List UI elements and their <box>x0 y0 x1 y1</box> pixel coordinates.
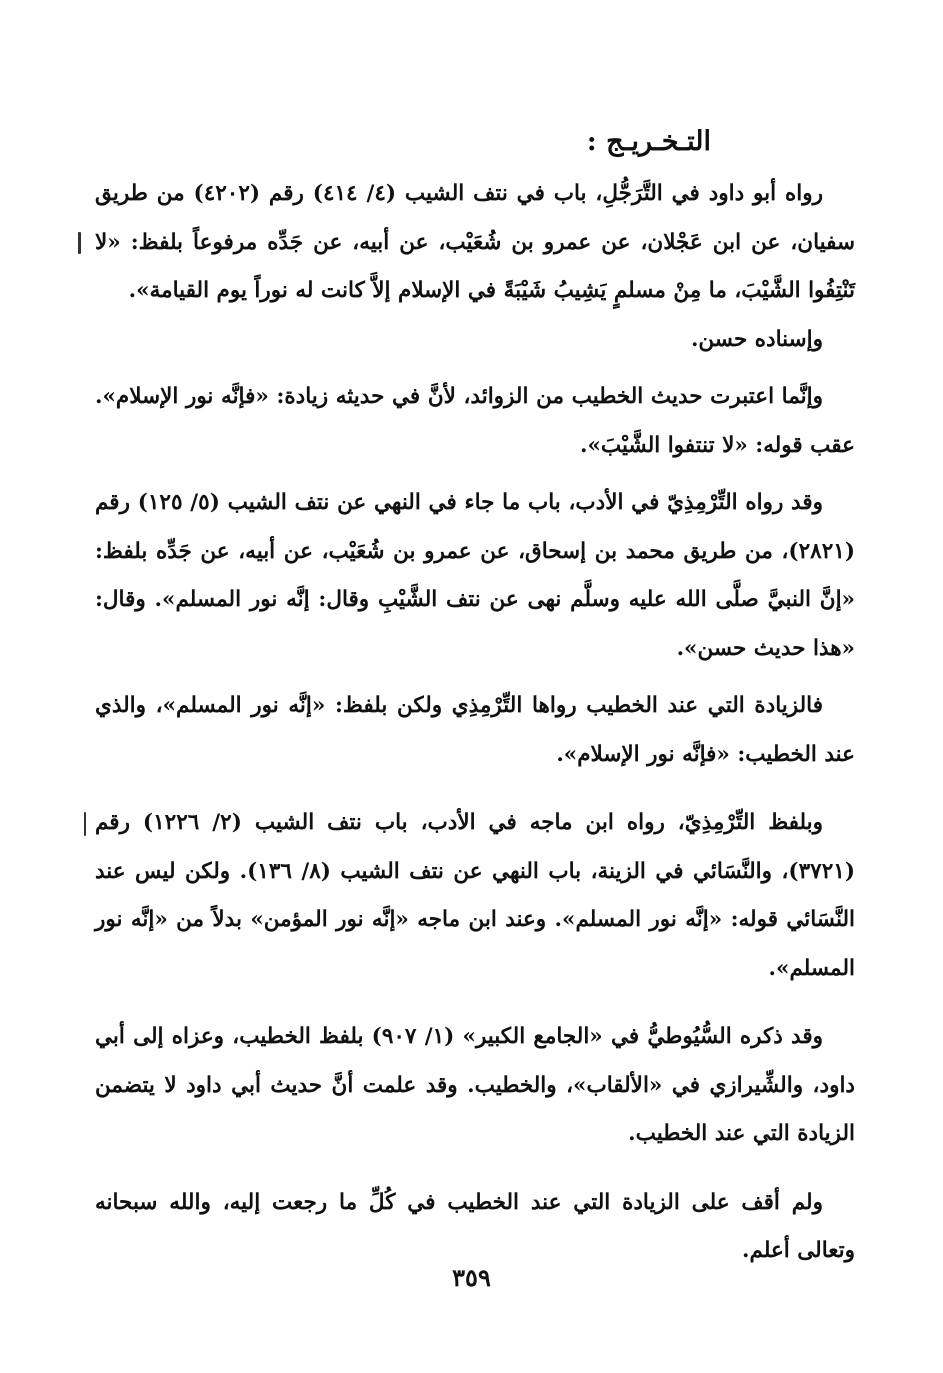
page-number: ٣٥٩ <box>452 1263 491 1292</box>
scan-mark <box>84 812 86 836</box>
paragraph-addition-comparison: فالزيادة التي عند الخطيب رواها التِّرْمِذِي ولكن بلفظ: «إنَّه نور المسلم»، والذي عند الخطيب: «فإنَّه نور الإسلام». <box>95 693 855 767</box>
section-heading: التـخـريـج : <box>586 126 711 157</box>
paragraph-conclusion: ولم أقف على الزيادة التي عند الخطيب في كُلِّ ما رجعت إليه، والله سبحانه وتعالى أعلم. <box>95 1189 855 1263</box>
body-text <box>95 170 855 1276</box>
paragraph-tirmidhi: وقد رواه التِّرْمِذِيّ في الأدب، باب ما جاء في النهي عن نتف الشيب (٥/ ١٢٥) رقم (٢٨٢١)، من طريق محمد بن إسحاق، عن عمرو بن شُعَيْب، عن أبيه، عن جَدِّه بلفظ: «إنَّ النبيَّ صلَّى الله عليه وسلَّم نهى عن نتف الشَّيْبِ وقال: إنَّه نور المسلم». وقال: «هذا حديث حسن». <box>95 490 855 661</box>
scan-mark <box>78 232 81 254</box>
paragraph-abu-dawud: رواه أبو داود في التَّرَجُّلِ، باب في نتف الشيب (٤/ ٤١٤) رقم (٤٢٠٢) من طريق سفيان، عن ابن عَجْلان، عن عمرو بن شُعَيْب، عن أبيه، عن جَدِّه مرفوعاً بلفظ: «لا تَنْتِفُوا الشَّيْبَ، ما مِنْ مسلمٍ يَشِيبُ شَيْبَةً في الإسلام إلاَّ كانت له نوراً يوم القيامة». <box>95 181 855 303</box>
paragraph-suyuti: وقد ذكره السُّيُوطيُّ في «الجامع الكبير» (١/ ٩٠٧) بلفظ الخطيب، وعزاه إلى أبي داود، والشِّيرازي في «الألقاب»، والخطيب. وقد علمت أنَّ حديث أبي داود لا يتضمن الزيادة التي عند الخطيب. <box>95 1024 855 1146</box>
paragraph-khatib-addition: وإنَّما اعتبرت حديث الخطيب من الزوائد، لأنَّ في حديثه زيادة: «فإنَّه نور الإسلام». عقب قوله: «لا تنتفوا الشَّيْبَ». <box>95 384 855 458</box>
paragraph-isnad: وإسناده حسن. <box>690 326 823 352</box>
paragraph-ibn-majah-nasai: وبلفظ التِّرْمِذِيّ، رواه ابن ماجه في الأدب، باب نتف الشيب (٢/ ١٢٢٦) رقم (٣٧٢١)، والنَّسَائي في الزينة، باب النهي عن نتف الشيب (٨/ ١٣٦). ولكن ليس عند النَّسَائي قوله: «إنَّه نور المسلم». وعند ابن ماجه «إنَّه نور المؤمن» بدلاً من «إنَّه نور المسلم». <box>95 810 855 981</box>
